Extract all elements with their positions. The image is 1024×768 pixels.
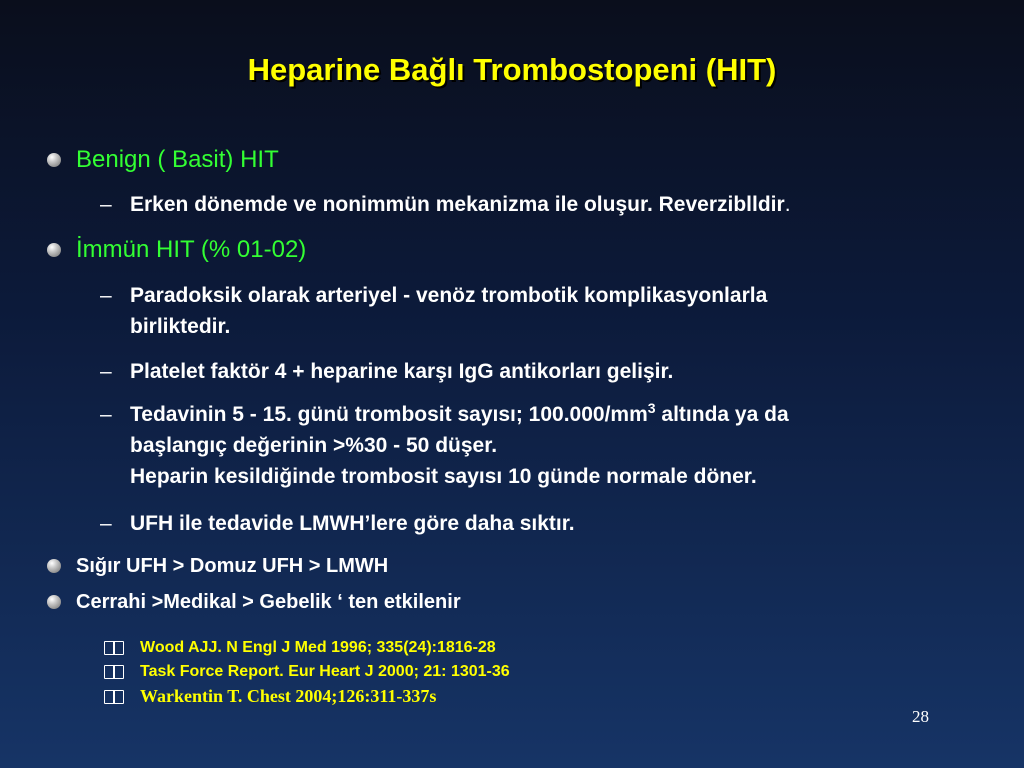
sphere-bullet-icon (47, 595, 61, 609)
sub-bullet-tedavinin (100, 399, 789, 492)
sub-bullet-text (130, 189, 791, 220)
bullet-cerrahi (47, 590, 461, 614)
sub-text-line3: Heparin kesildiğinde trombosit sayısı 10 günde normale döner. (130, 465, 757, 488)
dash-marker: – (100, 512, 112, 535)
bullet-sigir-ufh (47, 554, 388, 578)
reference-text: Task Force Report. Eur Heart J 2000; 21: 1301-36 (140, 663, 510, 680)
sub-bullet-text: Platelet faktör 4 + heparine karşı IgG antikorları gelişir. (130, 360, 674, 383)
bullet-immun-hit (47, 236, 306, 264)
sub-bullet-paradoksik (100, 280, 767, 342)
sub-bullet-text (130, 399, 789, 492)
sphere-bullet-icon (47, 559, 61, 573)
bullet-text: Cerrahi >Medikal > Gebelik ‘ ten etkilenir (76, 591, 461, 613)
sub-text-line2: birliktedir. (130, 315, 231, 338)
bullet-text: Benign ( Basit) HIT (76, 146, 279, 173)
reference-text: Warkentin T. Chest 2004;126:311-337s (140, 686, 437, 706)
slide-title: Heparine Bağlı Trombostopeni (HIT) (247, 52, 777, 87)
sphere-bullet-icon (47, 153, 61, 167)
bullet-benign-hit (47, 146, 279, 174)
sub-bullet-text: UFH ile tedavide LMWH’lere göre daha sıktır. (130, 512, 575, 535)
sub-text-line2: başlangıç değerinin >%30 - 50 düşer. (130, 434, 498, 457)
superscript-3: 3 (647, 400, 656, 416)
sub-bullet-erken (100, 189, 791, 220)
bullet-text: İmmün HIT (% 01-02) (76, 236, 307, 263)
reference-task-force (104, 663, 510, 681)
sphere-bullet-icon (47, 243, 61, 257)
page-number: 28 (912, 707, 929, 726)
sub-bullet-ufh (100, 508, 575, 539)
bullet-text: Sığır UFH > Domuz UFH > LMWH (76, 555, 389, 577)
book-icon (104, 641, 124, 655)
dash-marker: – (100, 284, 112, 307)
sub-text-line1a: Tedavinin 5 - 15. günü trombosit sayısı; 100.000/mm (130, 403, 648, 426)
sub-bullet-platelet (100, 356, 673, 387)
sub-bullet-text (130, 280, 767, 342)
reference-warkentin (104, 686, 436, 707)
reference-wood (104, 639, 496, 657)
sub-text-period: . (784, 193, 791, 216)
dash-marker: – (100, 193, 112, 216)
sub-text-line1: Paradoksik olarak arteriyel - venöz trombotik komplikasyonlarla (130, 284, 768, 307)
reference-text: Wood AJJ. N Engl J Med 1996; 335(24):1816-28 (140, 639, 496, 656)
sub-text-line1b: altında ya da (655, 403, 789, 426)
dash-marker: – (100, 403, 112, 426)
dash-marker: – (100, 360, 112, 383)
sub-text-main: Erken dönemde ve nonimmün mekanizma ile oluşur. Reverziblldir (130, 193, 785, 216)
book-icon (104, 665, 124, 679)
book-icon (104, 690, 124, 704)
